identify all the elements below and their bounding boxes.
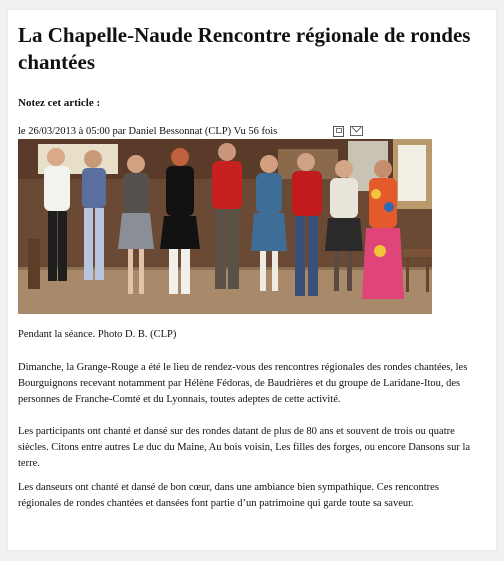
paragraph-1: Dimanche, la Grange-Rouge a été le lieu de rendez-vous des rencontres régionales des rondes chantées, les Bourguignons recevant notamment par Hélène Fédoras, de Baudrières et du groupe de Laridane-Itou, des personnes de Franche-Comté et du Lyonnais, toutes adeptes de cette activité. xyxy=(18,362,468,405)
article-meta: le 26/03/2013 à 05:00 par Daniel Bessonnat (CLP) Vu 56 fois xyxy=(18,126,278,137)
article-photo xyxy=(18,139,432,314)
email-icon[interactable] xyxy=(350,126,363,136)
rate-article-label[interactable]: Notez cet article : xyxy=(18,97,101,109)
paragraph-3: Les danseurs ont chanté et dansé de bon cœur, dans une ambiance bien sympathique. Ces rencontres régionales de rondes chantées et dansées font partie d’un patrimoine qui garde toute sa saveur. xyxy=(18,482,439,509)
print-icon[interactable] xyxy=(333,126,344,137)
article-title: La Chapelle-Naude Rencontre régionale de rondes chantées xyxy=(18,23,471,74)
dancers-photo xyxy=(18,139,432,314)
paragraph-2: Les participants ont chanté et dansé sur des rondes datant de plus de 80 ans et souvent de trois ou quatre siècles. Citons entre autres Le duc du Maine, Au bois voisin, Les filles des forges, ou encore Dansons sur la terre. xyxy=(18,426,471,469)
photo-caption: Pendant la séance. Photo D. B. (CLP) xyxy=(18,329,177,340)
